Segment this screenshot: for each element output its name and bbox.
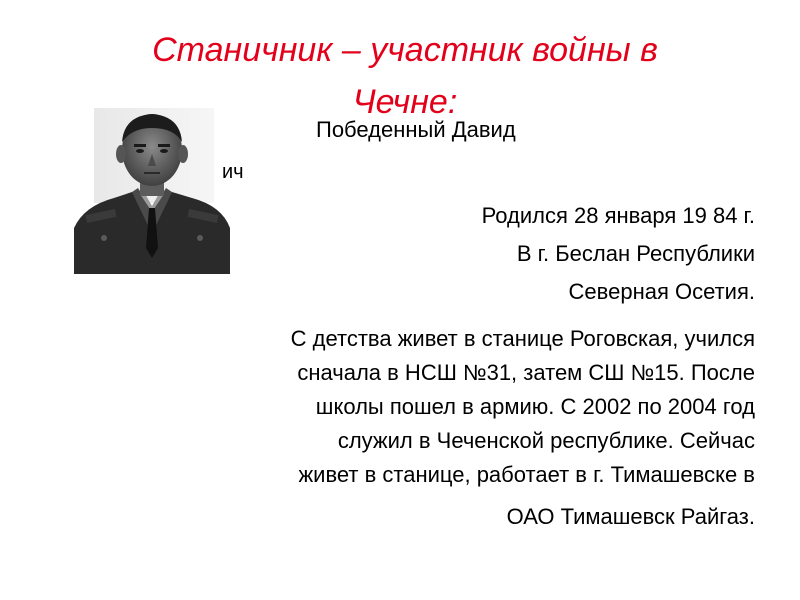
birth-info [295, 197, 755, 311]
bio-line: ОАО Тимашевск Райгаз. [506, 504, 755, 529]
portrait-image [74, 108, 230, 274]
biography-paragraph [88, 322, 755, 542]
bio-line: сначала в НСШ №31, затем СШ №15. После [297, 360, 755, 385]
slide-title-line2: Чечне: [352, 83, 458, 121]
soldier-portrait-photo [74, 108, 230, 274]
bio-line: школы пошел в армию. С 2002 по 2004 год [315, 394, 755, 419]
bio-line: служил в Чеченской республике. Сейчас [337, 428, 755, 453]
birth-place-line1: В г. Беслан Республики [516, 241, 755, 266]
birth-date: Родился 28 января 19 84 г. [481, 203, 755, 228]
bio-line: живет в станице, работает в г. Тимашевске в [298, 462, 755, 487]
soldier-name: Победенный Давид [316, 117, 516, 142]
bio-line: С детства живет в станице Роговская, учился [290, 326, 755, 351]
soldier-name-continuation: ич [222, 161, 244, 183]
birth-place-line2: Северная Осетия. [568, 279, 755, 304]
slide-title-line1: Станичник – участник войны в [152, 31, 658, 69]
